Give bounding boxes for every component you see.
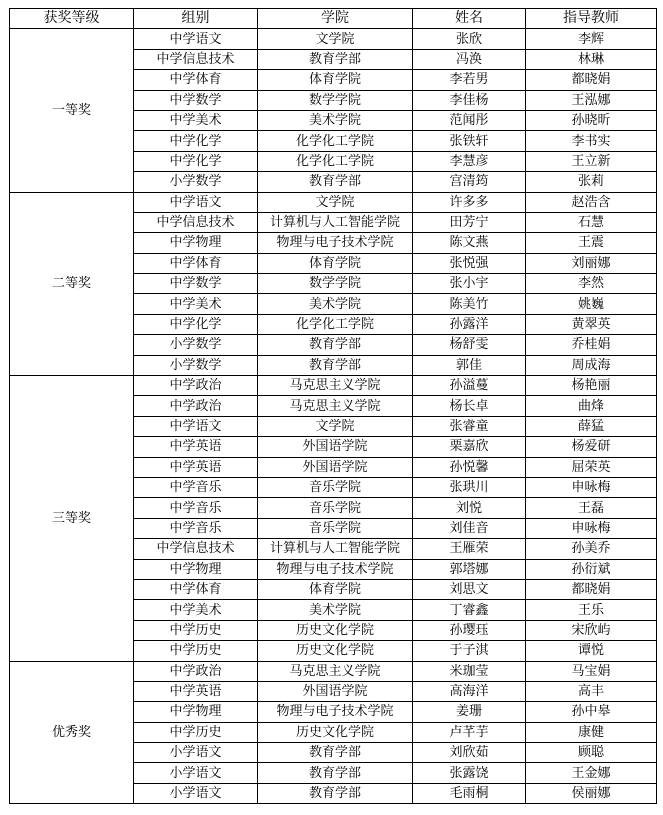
cell-college: 美术学院: [258, 600, 413, 620]
cell-group: 中学历史: [134, 620, 258, 640]
cell-group: 中学语文: [134, 416, 258, 436]
cell-advisor: 杨艳丽: [526, 376, 657, 396]
cell-name: 于子淇: [413, 641, 526, 661]
cell-name: 孙露洋: [413, 314, 526, 334]
header-row: [10, 9, 657, 29]
cell-group: 小学数学: [134, 335, 258, 355]
awards-table-body: [10, 29, 657, 804]
cell-group: 中学信息技术: [134, 49, 258, 69]
cell-advisor: 谭悦: [526, 641, 657, 661]
cell-name: 郭塔娜: [413, 559, 526, 579]
cell-advisor: 王乐: [526, 600, 657, 620]
cell-advisor: 孙中皋: [526, 702, 657, 722]
cell-advisor: 李然: [526, 274, 657, 294]
cell-name: 许多多: [413, 192, 526, 212]
cell-group: 中学英语: [134, 457, 258, 477]
header-group: 组别: [134, 9, 258, 29]
cell-group: 小学语文: [134, 763, 258, 783]
cell-name: 高海洋: [413, 681, 526, 701]
cell-group: 中学英语: [134, 437, 258, 457]
cell-name: 李慧彦: [413, 151, 526, 171]
cell-college: 外国语学院: [258, 437, 413, 457]
cell-college: 历史文化学院: [258, 722, 413, 742]
cell-advisor: 都晓娟: [526, 70, 657, 90]
cell-college: 体育学院: [258, 70, 413, 90]
cell-name: 刘思文: [413, 579, 526, 599]
cell-college: 数学学院: [258, 90, 413, 110]
award-level-cell: 优秀奖: [10, 661, 134, 804]
header-college: 学院: [258, 9, 413, 29]
cell-college: 历史文化学院: [258, 620, 413, 640]
cell-college: 化学化工学院: [258, 131, 413, 151]
cell-group: 中学历史: [134, 722, 258, 742]
header-name: 姓名: [413, 9, 526, 29]
cell-advisor: 高丰: [526, 681, 657, 701]
cell-group: 中学物理: [134, 702, 258, 722]
cell-group: 中学语文: [134, 29, 258, 49]
cell-group: 中学体育: [134, 70, 258, 90]
cell-advisor: 王泓娜: [526, 90, 657, 110]
cell-group: 中学信息技术: [134, 539, 258, 559]
cell-name: 栗嘉欣: [413, 437, 526, 457]
cell-advisor: 康健: [526, 722, 657, 742]
cell-group: 中学信息技术: [134, 212, 258, 232]
cell-group: 中学数学: [134, 274, 258, 294]
cell-college: 教育学部: [258, 335, 413, 355]
cell-advisor: 刘丽娜: [526, 253, 657, 273]
cell-advisor: 宋欣屿: [526, 620, 657, 640]
cell-name: 米珈莹: [413, 661, 526, 681]
cell-name: 孙璎珏: [413, 620, 526, 640]
cell-advisor: 孙晓昕: [526, 110, 657, 130]
award-level-cell: 一等奖: [10, 29, 134, 192]
cell-college: 文学院: [258, 192, 413, 212]
cell-college: 物理与电子技术学院: [258, 702, 413, 722]
cell-group: 中学政治: [134, 661, 258, 681]
cell-college: 体育学院: [258, 253, 413, 273]
cell-college: 教育学部: [258, 172, 413, 192]
cell-name: 宫清筠: [413, 172, 526, 192]
cell-group: 中学体育: [134, 253, 258, 273]
cell-name: 张睿童: [413, 416, 526, 436]
cell-name: 卢芊芋: [413, 722, 526, 742]
cell-college: 物理与电子技术学院: [258, 559, 413, 579]
cell-name: 张欣: [413, 29, 526, 49]
cell-group: 中学美术: [134, 294, 258, 314]
cell-group: 小学数学: [134, 355, 258, 375]
cell-college: 化学化工学院: [258, 314, 413, 334]
cell-advisor: 王立新: [526, 151, 657, 171]
table-row: [10, 376, 657, 396]
cell-group: 中学美术: [134, 600, 258, 620]
cell-name: 李若男: [413, 70, 526, 90]
cell-name: 郭佳: [413, 355, 526, 375]
cell-group: 中学音乐: [134, 498, 258, 518]
cell-college: 美术学院: [258, 110, 413, 130]
cell-advisor: 李书实: [526, 131, 657, 151]
cell-advisor: 申咏梅: [526, 477, 657, 497]
cell-name: 丁睿鑫: [413, 600, 526, 620]
cell-name: 李佳杨: [413, 90, 526, 110]
table-row: [10, 192, 657, 212]
cell-name: 张露饶: [413, 763, 526, 783]
cell-group: 小学语文: [134, 783, 258, 803]
cell-group: 中学语文: [134, 192, 258, 212]
cell-name: 刘欣茹: [413, 743, 526, 763]
cell-name: 田芳宁: [413, 212, 526, 232]
cell-advisor: 王金娜: [526, 763, 657, 783]
cell-advisor: 都晓娟: [526, 579, 657, 599]
cell-group: 中学体育: [134, 579, 258, 599]
cell-advisor: 王震: [526, 233, 657, 253]
cell-name: 冯涣: [413, 49, 526, 69]
cell-college: 外国语学院: [258, 457, 413, 477]
cell-group: 中学物理: [134, 559, 258, 579]
cell-group: 小学语文: [134, 743, 258, 763]
cell-college: 教育学部: [258, 763, 413, 783]
cell-advisor: 赵浩含: [526, 192, 657, 212]
cell-college: 马克思主义学院: [258, 396, 413, 416]
cell-college: 体育学院: [258, 579, 413, 599]
cell-college: 教育学部: [258, 743, 413, 763]
header-advisor: 指导教师: [526, 9, 657, 29]
cell-college: 马克思主义学院: [258, 661, 413, 681]
cell-group: 小学数学: [134, 172, 258, 192]
cell-group: 中学历史: [134, 641, 258, 661]
cell-advisor: 黄翠英: [526, 314, 657, 334]
cell-advisor: 张莉: [526, 172, 657, 192]
cell-college: 外国语学院: [258, 681, 413, 701]
cell-advisor: 孙美乔: [526, 539, 657, 559]
cell-advisor: 王磊: [526, 498, 657, 518]
cell-group: 中学化学: [134, 314, 258, 334]
cell-advisor: 顾聪: [526, 743, 657, 763]
cell-name: 张珙川: [413, 477, 526, 497]
cell-advisor: 曲烽: [526, 396, 657, 416]
cell-advisor: 马宝娟: [526, 661, 657, 681]
cell-group: 中学美术: [134, 110, 258, 130]
cell-advisor: 薛猛: [526, 416, 657, 436]
cell-advisor: 申咏梅: [526, 518, 657, 538]
cell-college: 化学化工学院: [258, 151, 413, 171]
cell-advisor: 周成海: [526, 355, 657, 375]
cell-group: 中学化学: [134, 131, 258, 151]
cell-name: 王雁荣: [413, 539, 526, 559]
cell-group: 中学音乐: [134, 518, 258, 538]
cell-college: 音乐学院: [258, 477, 413, 497]
table-row: [10, 661, 657, 681]
cell-group: 中学政治: [134, 396, 258, 416]
cell-advisor: 李辉: [526, 29, 657, 49]
cell-name: 姜珊: [413, 702, 526, 722]
cell-college: 美术学院: [258, 294, 413, 314]
cell-advisor: 林琳: [526, 49, 657, 69]
cell-group: 中学政治: [134, 376, 258, 396]
cell-name: 陈美竹: [413, 294, 526, 314]
awards-table: [9, 8, 657, 804]
cell-college: 文学院: [258, 416, 413, 436]
award-level-cell: 二等奖: [10, 192, 134, 376]
cell-college: 教育学部: [258, 355, 413, 375]
cell-college: 音乐学院: [258, 518, 413, 538]
cell-advisor: 姚巍: [526, 294, 657, 314]
cell-name: 张小宇: [413, 274, 526, 294]
cell-college: 音乐学院: [258, 498, 413, 518]
cell-advisor: 侯丽娜: [526, 783, 657, 803]
cell-name: 孙悦馨: [413, 457, 526, 477]
cell-college: 数学学院: [258, 274, 413, 294]
cell-college: 教育学部: [258, 49, 413, 69]
cell-group: 中学音乐: [134, 477, 258, 497]
cell-name: 杨舒雯: [413, 335, 526, 355]
cell-advisor: 石慧: [526, 212, 657, 232]
cell-name: 刘佳音: [413, 518, 526, 538]
cell-college: 文学院: [258, 29, 413, 49]
cell-name: 刘悦: [413, 498, 526, 518]
cell-name: 杨长卓: [413, 396, 526, 416]
cell-name: 张悦强: [413, 253, 526, 273]
award-level-cell: 三等奖: [10, 376, 134, 661]
cell-name: 张铁轩: [413, 131, 526, 151]
cell-college: 物理与电子技术学院: [258, 233, 413, 253]
cell-group: 中学化学: [134, 151, 258, 171]
cell-group: 中学英语: [134, 681, 258, 701]
cell-name: 孙溢蔓: [413, 376, 526, 396]
cell-college: 计算机与人工智能学院: [258, 539, 413, 559]
cell-college: 教育学部: [258, 783, 413, 803]
header-award-level: 获奖等级: [10, 9, 134, 29]
cell-advisor: 乔桂娟: [526, 335, 657, 355]
cell-advisor: 屈荣英: [526, 457, 657, 477]
cell-college: 马克思主义学院: [258, 376, 413, 396]
cell-group: 中学数学: [134, 90, 258, 110]
cell-college: 计算机与人工智能学院: [258, 212, 413, 232]
cell-group: 中学物理: [134, 233, 258, 253]
table-row: [10, 29, 657, 49]
cell-name: 范闻彤: [413, 110, 526, 130]
cell-name: 陈文燕: [413, 233, 526, 253]
cell-advisor: 杨爱研: [526, 437, 657, 457]
cell-advisor: 孙衍斌: [526, 559, 657, 579]
cell-name: 毛雨桐: [413, 783, 526, 803]
cell-college: 历史文化学院: [258, 641, 413, 661]
